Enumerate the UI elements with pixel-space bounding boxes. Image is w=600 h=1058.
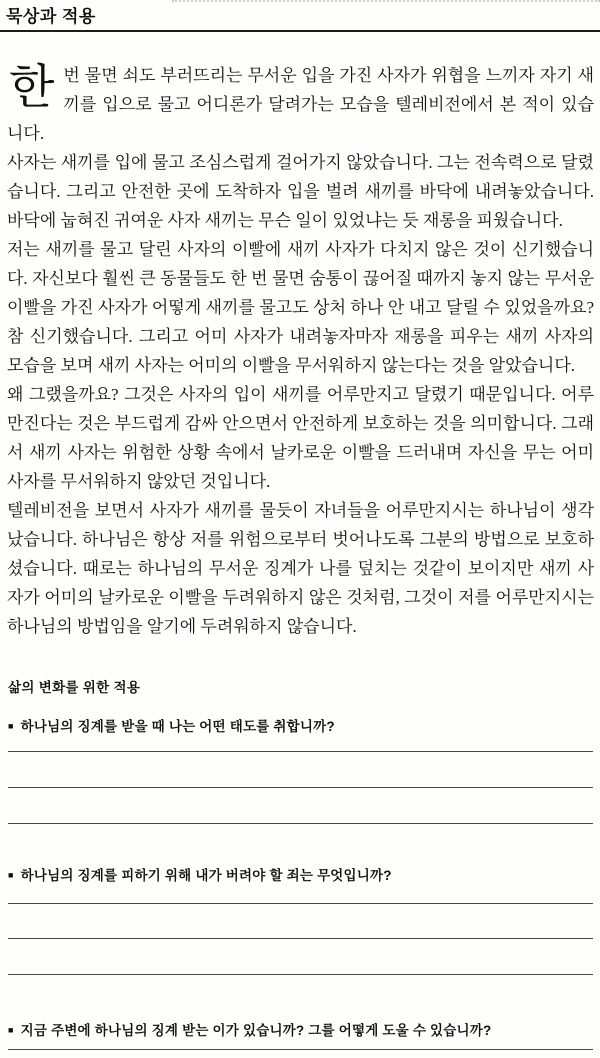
question-2 bbox=[8, 864, 592, 884]
paragraph-4: 왜 그랬을까요? 그것은 사자의 입이 새끼를 어루만지고 달렸기 때문입니다. 어루만진다는 것은 부드럽게 감싸 안으면서 안전하게 보호하는 것을 의미합니다. 그래서 새끼 사자는 위험한 상황 속에서 날카로운 이빨을 드러내며 자신을 무는 어미 사자를 무서워하지 않았던 것입니다. bbox=[7, 385, 594, 491]
answer-line bbox=[8, 823, 593, 824]
question-2-text: 하나님의 징계를 피하기 위해 내가 버려야 할 죄는 무엇입니까? bbox=[20, 868, 392, 883]
square-bullet-icon: ■ bbox=[8, 870, 14, 880]
question-3 bbox=[8, 1019, 592, 1039]
paragraph-1-text: 번 물면 쇠도 부러뜨리는 무서운 입을 가진 사자가 위협을 느끼자 자기 새끼를 입으로 물고 어디론가 달려가는 모습을 텔레비전에서 본 적이 있습니다. bbox=[7, 66, 594, 143]
question-3-text: 지금 주변에 하나님의 징계 받는 이가 있습니까? 그를 어떻게 도울 수 있습니까? bbox=[20, 1023, 492, 1038]
question-1 bbox=[8, 715, 592, 735]
answer-line bbox=[8, 903, 593, 904]
answer-line bbox=[8, 787, 593, 788]
answer-line bbox=[8, 938, 593, 939]
meditation-body bbox=[7, 61, 594, 641]
header-rule bbox=[0, 30, 600, 32]
square-bullet-icon: ■ bbox=[8, 1025, 14, 1035]
question-1-text: 하나님의 징계를 받을 때 나는 어떤 태도를 취합니까? bbox=[20, 719, 335, 734]
answer-line bbox=[8, 1049, 593, 1050]
paragraph-3: 저는 새끼를 물고 달린 사자의 이빨에 새끼 사자가 다치지 않은 것이 신기했습니다. 자신보다 훨씬 큰 동물들도 한 번 물면 숨통이 끊어질 때까지 놓지 않는 무서운 이빨을 가진 사자가 어떻게 새끼를 물고도 상처 하나 안 내고 달릴 수 있었을까요? 참 신기했습니다. 그리고 어미 사자가 내려놓자마자 재롱을 피우는 새끼 사자의 모습을 보며 새끼 사자는 어미의 이빨을 무서워하지 않는다는 것을 알았습니다. bbox=[7, 240, 594, 375]
answer-line bbox=[8, 751, 593, 752]
dropcap-character: 한 bbox=[9, 62, 55, 114]
paragraph-1 bbox=[7, 61, 594, 148]
paragraph-2: 사자는 새끼를 입에 물고 조심스럽게 걸어가지 않았습니다. 그는 전속력으로 달렸습니다. 그리고 안전한 곳에 도착하자 입을 벌려 새끼를 바닥에 내려놓았습니다. 바닥에 눕혀진 귀여운 사자 새끼는 무슨 일이 있었냐는 듯 재롱을 피웠습니다. bbox=[7, 153, 594, 230]
answer-line bbox=[8, 974, 593, 975]
scan-artifact-dotted-line bbox=[172, 0, 600, 2]
application-section-header: 삶의 변화를 위한 적용 bbox=[8, 680, 141, 695]
square-bullet-icon: ■ bbox=[8, 721, 14, 731]
page-title: 묵상과 적용 bbox=[6, 7, 96, 26]
paragraph-5: 텔레비전을 보면서 사자가 새끼를 물듯이 자녀들을 어루만지시는 하나님이 생각났습니다. 하나님은 항상 저를 위험으로부터 벗어나도록 그분의 방법으로 보호하셨습니다. 때로는 하나님의 무서운 징계가 나를 덮치는 것같이 보이지만 새끼 사자가 어미의 날카로운 이빨을 두려워하지 않은 것처럼, 그것이 저를 어루만지시는 하나님의 방법임을 알기에 두려워하지 않습니다. bbox=[7, 501, 594, 636]
